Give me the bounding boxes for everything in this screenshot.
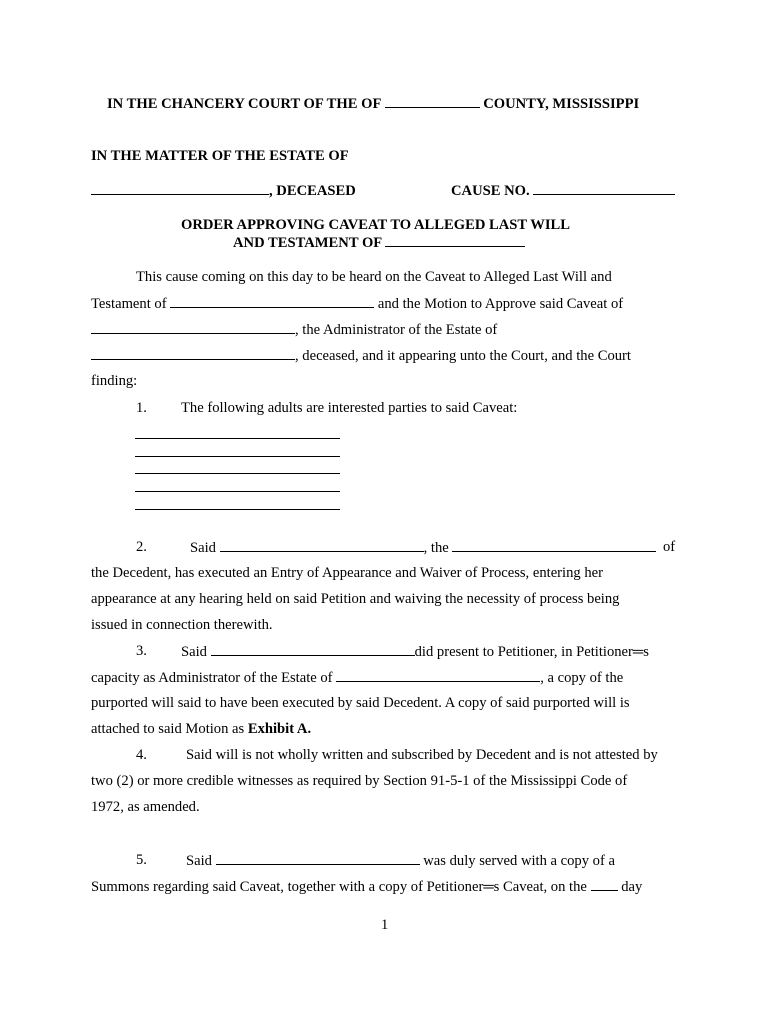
order-title-line2 [233,233,525,252]
item5-served-text: was duly served with a copy of a [423,853,615,869]
item3-name-blank [211,642,415,656]
court-heading [107,94,639,113]
intro-motion-text: and the Motion to Approve said Caveat of [377,296,624,312]
item2-line1 [190,538,656,557]
interested-party-line-3 [135,473,340,474]
item1-text: The following adults are interested parties to said Caveat: [181,400,518,416]
intro-testament-of: Testament of [91,296,167,312]
estate-blank [91,346,295,360]
item3-line1 [181,642,649,661]
testator-blank [385,233,525,247]
cause-label: CAUSE NO. [451,183,530,199]
item5-day-text: day [621,879,643,895]
item4-number: 4. [136,747,147,763]
deceased-label: , DECEASED [269,183,356,199]
item3-estate-blank [336,668,540,682]
intro-line3 [91,320,497,339]
item3-number: 3. [136,643,147,659]
item3-line4 [91,720,311,738]
intro-line1: This cause coming on this day to be heard on the Caveat to Alleged Last Will and [136,269,612,285]
item5-number: 5. [136,852,147,868]
intro-line2 [91,294,623,313]
interested-party-line-1 [135,438,340,439]
page-number: 1 [381,917,389,933]
item3-capacity-text: capacity as Administrator of the Estate of [91,670,333,686]
administrator-blank [91,320,295,334]
interested-party-line-2 [135,456,340,457]
county-blank [385,94,480,108]
cause-number [451,181,675,200]
item5-name-blank [216,851,420,865]
item2-number: 2. [136,539,147,555]
intro-deceased-text: , deceased, and it appearing unto the Court, and the Court [295,348,631,364]
item2-relation-blank [452,538,656,552]
item2-of: of [663,539,676,555]
item5-day-blank [591,877,618,891]
interested-party-line-4 [135,491,340,492]
intro-line4 [91,346,631,365]
item3-said: Said [181,644,207,660]
cause-number-blank [533,181,675,195]
item3-line2 [91,668,623,687]
item2-line2: the Decedent, has executed an Entry of Appearance and Waiver of Process, entering her [91,565,603,581]
item2-the: , the [423,540,449,556]
intro-line5: finding: [91,373,138,389]
item3-copy-text: , a copy of the [540,670,624,686]
item4-line3: 1972, as amended. [91,799,200,815]
court-heading-part2: COUNTY, MISSISSIPPI [483,96,640,112]
item2-line4: issued in connection therewith. [91,617,273,633]
item5-line2 [91,877,642,896]
item4-line2: two (2) or more credible witnesses as required by Section 91-5-1 of the Mississippi Code of [91,773,628,789]
item3-line1-text: did present to Petitioner, in Petitioner═s [414,644,649,660]
item3-line3: purported will said to have been executed by said Decedent. A copy of said purported will is [91,695,630,711]
interested-party-line-5 [135,509,340,510]
court-heading-part1: IN THE CHANCERY COURT OF THE OF [107,96,381,112]
order-title-text2: AND TESTAMENT OF [233,235,382,251]
item5-summons-text: Summons regarding said Caveat, together with a copy of Petitioner═s Caveat, on the [91,879,587,895]
item1-number: 1. [136,400,147,416]
decedent-name-blank [91,181,269,195]
matter-heading: IN THE MATTER OF THE ESTATE OF [91,148,349,164]
order-title-line1: ORDER APPROVING CAVEAT TO ALLEGED LAST WILL [181,217,571,233]
item5-said: Said [186,853,212,869]
item5-line1 [186,851,615,870]
exhibit-a-label: Exhibit A. [247,721,312,737]
testament-blank [170,294,374,308]
item2-line3: appearance at any hearing held on said Petition and waiving the necessity of process being [91,591,620,607]
item3-attached-text: attached to said Motion as [91,721,245,737]
intro-administrator-text: , the Administrator of the Estate of [295,322,498,338]
item2-said: Said [190,540,216,556]
item2-name-blank [220,538,424,552]
deceased-line [91,181,356,200]
item4-line1: Said will is not wholly written and subscribed by Decedent and is not attested by [186,747,658,763]
